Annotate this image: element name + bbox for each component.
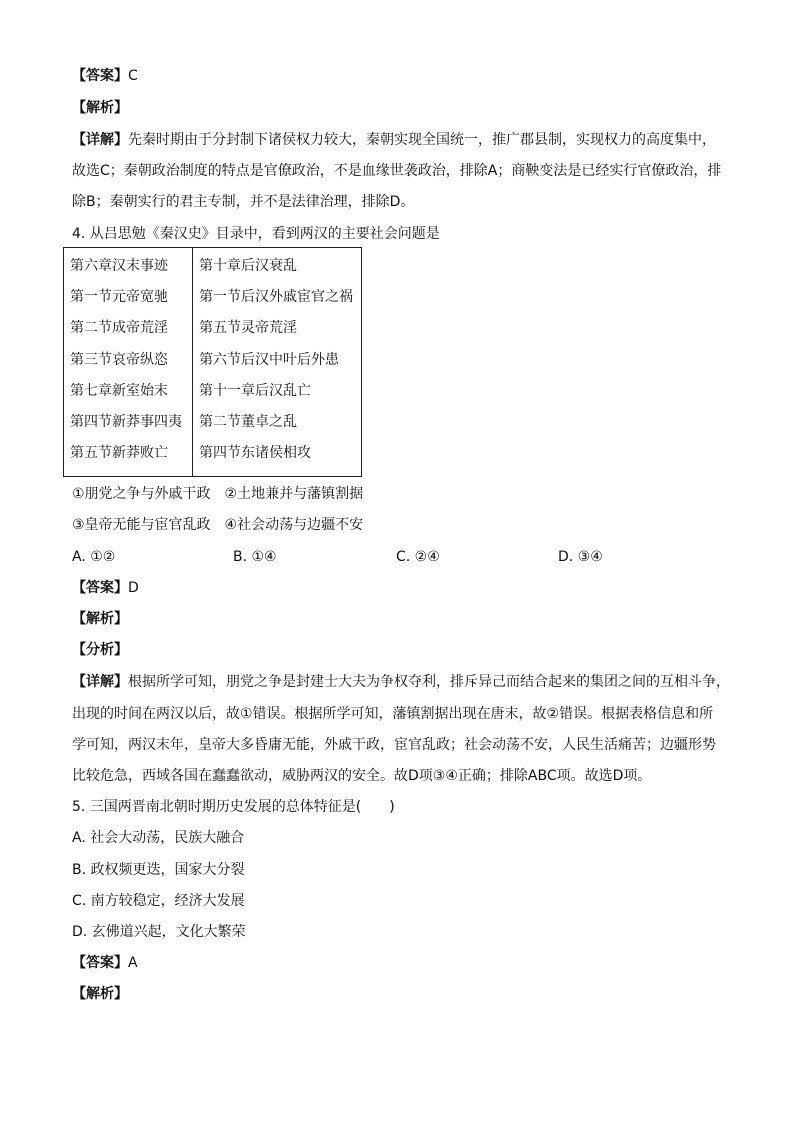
q5-option-d[interactable]: D. 玄佛道兴起，文化大繁荣: [72, 924, 246, 940]
q4-detail-line-2: 出现的时间在两汉以后，故①错误。根据所学可知，藩镇割据出现在唐末，故②错误。根据表格信息和所: [72, 706, 714, 722]
toc-right-entry: 第四节东诸侯相攻: [199, 445, 311, 462]
q4-statements-line-2: ③皇帝无能与宦官乱政 ④社会动荡与边疆不安: [72, 517, 364, 533]
toc-left-entry: 第六章汉末事迹: [70, 258, 168, 274]
toc-right-entry: 第十一章后汉乱亡: [199, 382, 311, 399]
q4-option-a[interactable]: A. ①②: [72, 549, 116, 565]
q4-toc-right-column: [193, 248, 362, 477]
q5-answer-tag: 【答案】: [72, 955, 128, 971]
q4-toc-table: [63, 247, 362, 477]
q3-answer: [72, 66, 138, 86]
q5-option-a[interactable]: A. 社会大动荡，民族大融合: [72, 830, 245, 846]
q3-detail-text-1: 先秦时期由于分封制下诸侯权力较大，秦朝实现全国统一，推广郡县制，实现权力的高度集中，: [128, 132, 716, 148]
q4-toc-left-column: [64, 248, 193, 477]
q3-analysis-tag: 【解析】: [72, 100, 128, 116]
q5-analysis-tag: 【解析】: [72, 986, 128, 1002]
q4-detail-line-4: 比较危急，西域各国在蠢蠢欲动，威胁两汉的安全。故D项③④正确；排除ABC项。故选D项。: [72, 768, 652, 784]
q3-detail-line-3: 除B；秦朝实行的君主专制，并不是法律治理，排除D。: [72, 194, 415, 210]
q5-answer: [72, 953, 138, 973]
toc-left-entry: 第四节新莽事四夷: [70, 413, 182, 430]
toc-left-entry: 第三节哀帝纵恣: [70, 351, 168, 368]
toc-left-entry: 第五节新莽败亡: [70, 445, 168, 462]
toc-right-entry: 第一节后汉外戚宦官之祸: [199, 289, 353, 306]
q4-detail-text-1: 根据所学可知，朋党之争是封建士大夫为争权夺利，排斥异己而结合起来的集团之间的互相斗争，: [128, 674, 730, 690]
q3-detail-line-1: [72, 130, 716, 150]
q4-answer-value: D: [128, 580, 139, 596]
q4-option-b[interactable]: B. ①④: [233, 549, 277, 565]
toc-left-entry: 第一节元帝宽驰: [70, 289, 168, 306]
q4-analyze-tag: 【分析】: [72, 642, 128, 658]
q5-option-b[interactable]: B. 政权频更迭，国家大分裂: [72, 862, 245, 878]
q3-detail-line-2: 故选C；秦朝政治制度的特点是官僚政治，不是血缘世袭政治，排除A；商鞅变法是已经实行官僚政治，排: [72, 163, 722, 179]
q4-analysis-tag: 【解析】: [72, 611, 128, 627]
q4-statements-line-1: ①朋党之争与外戚干政 ②土地兼并与藩镇割据: [72, 486, 364, 502]
q4-detail-tag: 【详解】: [72, 674, 128, 690]
toc-right-entry: 第十章后汉衰乱: [199, 258, 297, 274]
q4-option-d[interactable]: D. ③④: [558, 549, 603, 565]
q4-stem: 4. 从吕思勉《秦汉史》目录中，看到两汉的主要社会问题是: [72, 226, 440, 242]
q4-option-c[interactable]: C. ②④: [396, 549, 440, 565]
q5-answer-value: A: [128, 955, 138, 971]
q3-detail-tag: 【详解】: [72, 132, 128, 148]
toc-left-entry: 第二节成帝荒淫: [70, 320, 168, 337]
q4-answer: [72, 578, 139, 598]
q4-detail-line-1: [72, 672, 730, 692]
toc-right-entry: 第六节后汉中叶后外患: [199, 351, 339, 368]
q4-answer-tag: 【答案】: [72, 580, 128, 596]
q5-option-c[interactable]: C. 南方较稳定，经济大发展: [72, 893, 245, 909]
q3-answer-value: C: [128, 68, 138, 84]
toc-right-entry: 第五节灵帝荒淫: [199, 320, 297, 337]
toc-right-entry: 第二节董卓之乱: [199, 413, 297, 430]
toc-left-entry: 第七章新室始末: [70, 382, 168, 399]
q5-stem: 5. 三国两晋南北朝时期历史发展的总体特征是( ): [72, 799, 395, 815]
q4-detail-line-3: 学可知，两汉末年，皇帝大多昏庸无能，外戚干政，宦官乱政；社会动荡不安，人民生活痛苦；边疆形势: [72, 737, 716, 753]
q3-answer-tag: 【答案】: [72, 68, 128, 84]
